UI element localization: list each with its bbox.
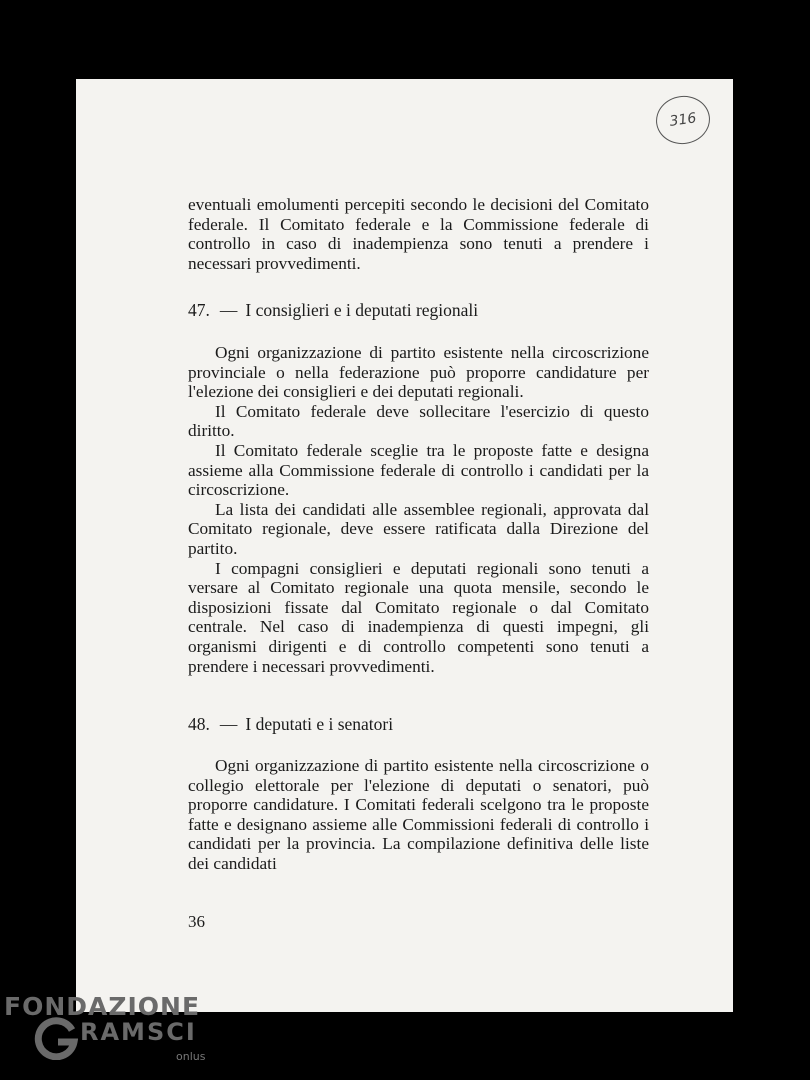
section-47-paragraph: I compagni consiglieri e deputati regionali sono tenuti a versare al Comitato regionale una quota mensile, secondo le disposizioni fissate dal Comitato regionale o dal Comitato centrale. Nel caso di inadempienza di questi impegni, gli organismi dirigenti e di controllo competenti sono tenuti a prendere i necessari provvedimenti. xyxy=(188,558,649,676)
logo-line-2: RAMSCI xyxy=(80,1018,197,1046)
intro-paragraph: eventuali emolumenti percepiti secondo le decisioni del Comitato federale. Il Comitato federale e la Commissione federale di controllo in caso di inadempienza sono tenuti a prendere i necessari provvedimenti. xyxy=(188,195,649,273)
intro-text xyxy=(188,195,649,273)
fondazione-gramsci-logo xyxy=(0,990,230,1080)
section-47-paragraph: Il Comitato federale sceglie tra le proposte fatte e designa assieme alla Commissione federale di controllo i candidati per la circoscrizione. xyxy=(188,440,649,500)
section-48-number: 48. xyxy=(188,714,210,734)
section-48-dash: — xyxy=(219,714,238,734)
section-47-dash: — xyxy=(219,300,238,320)
section-47-body xyxy=(188,343,649,676)
section-47-heading xyxy=(188,300,478,321)
section-47-number: 47. xyxy=(188,300,210,320)
archive-stamp: 316 xyxy=(653,92,713,147)
section-48-paragraph: Ogni organizzazione di partito esistente nella circoscrizione o collegio elettorale per l'elezione di deputati o senatori, può proporre candidature. I Comitati federali scelgono tra le proposte fatte e designano assieme alle Commissioni federali di controllo i candidati per la provincia. La compilazione definitiva delle liste dei candidati xyxy=(188,756,649,873)
page-number: 36 xyxy=(188,912,205,931)
section-48-heading xyxy=(188,714,393,735)
section-48-title: I deputati e i senatori xyxy=(245,714,394,734)
logo-line-3: onlus xyxy=(176,1050,206,1063)
logo-line-1: FONDAZIONE xyxy=(4,992,201,1021)
section-47-paragraph: Il Comitato federale deve sollecitare l'esercizio di questo diritto. xyxy=(188,401,649,441)
section-47-paragraph: La lista dei candidati alle assemblee regionali, approvata dal Comitato regionale, deve essere ratificata dalla Direzione del partito. xyxy=(188,499,649,558)
logo-g-icon xyxy=(34,1016,78,1060)
section-48-body xyxy=(188,756,649,874)
section-47-paragraph: Ogni organizzazione di partito esistente nella circoscrizione provinciale o nella federazione può proporre candidature per l'elezione dei consiglieri e dei deputati regionali. xyxy=(188,343,649,402)
section-47-title: I consiglieri e i deputati regionali xyxy=(245,300,479,320)
